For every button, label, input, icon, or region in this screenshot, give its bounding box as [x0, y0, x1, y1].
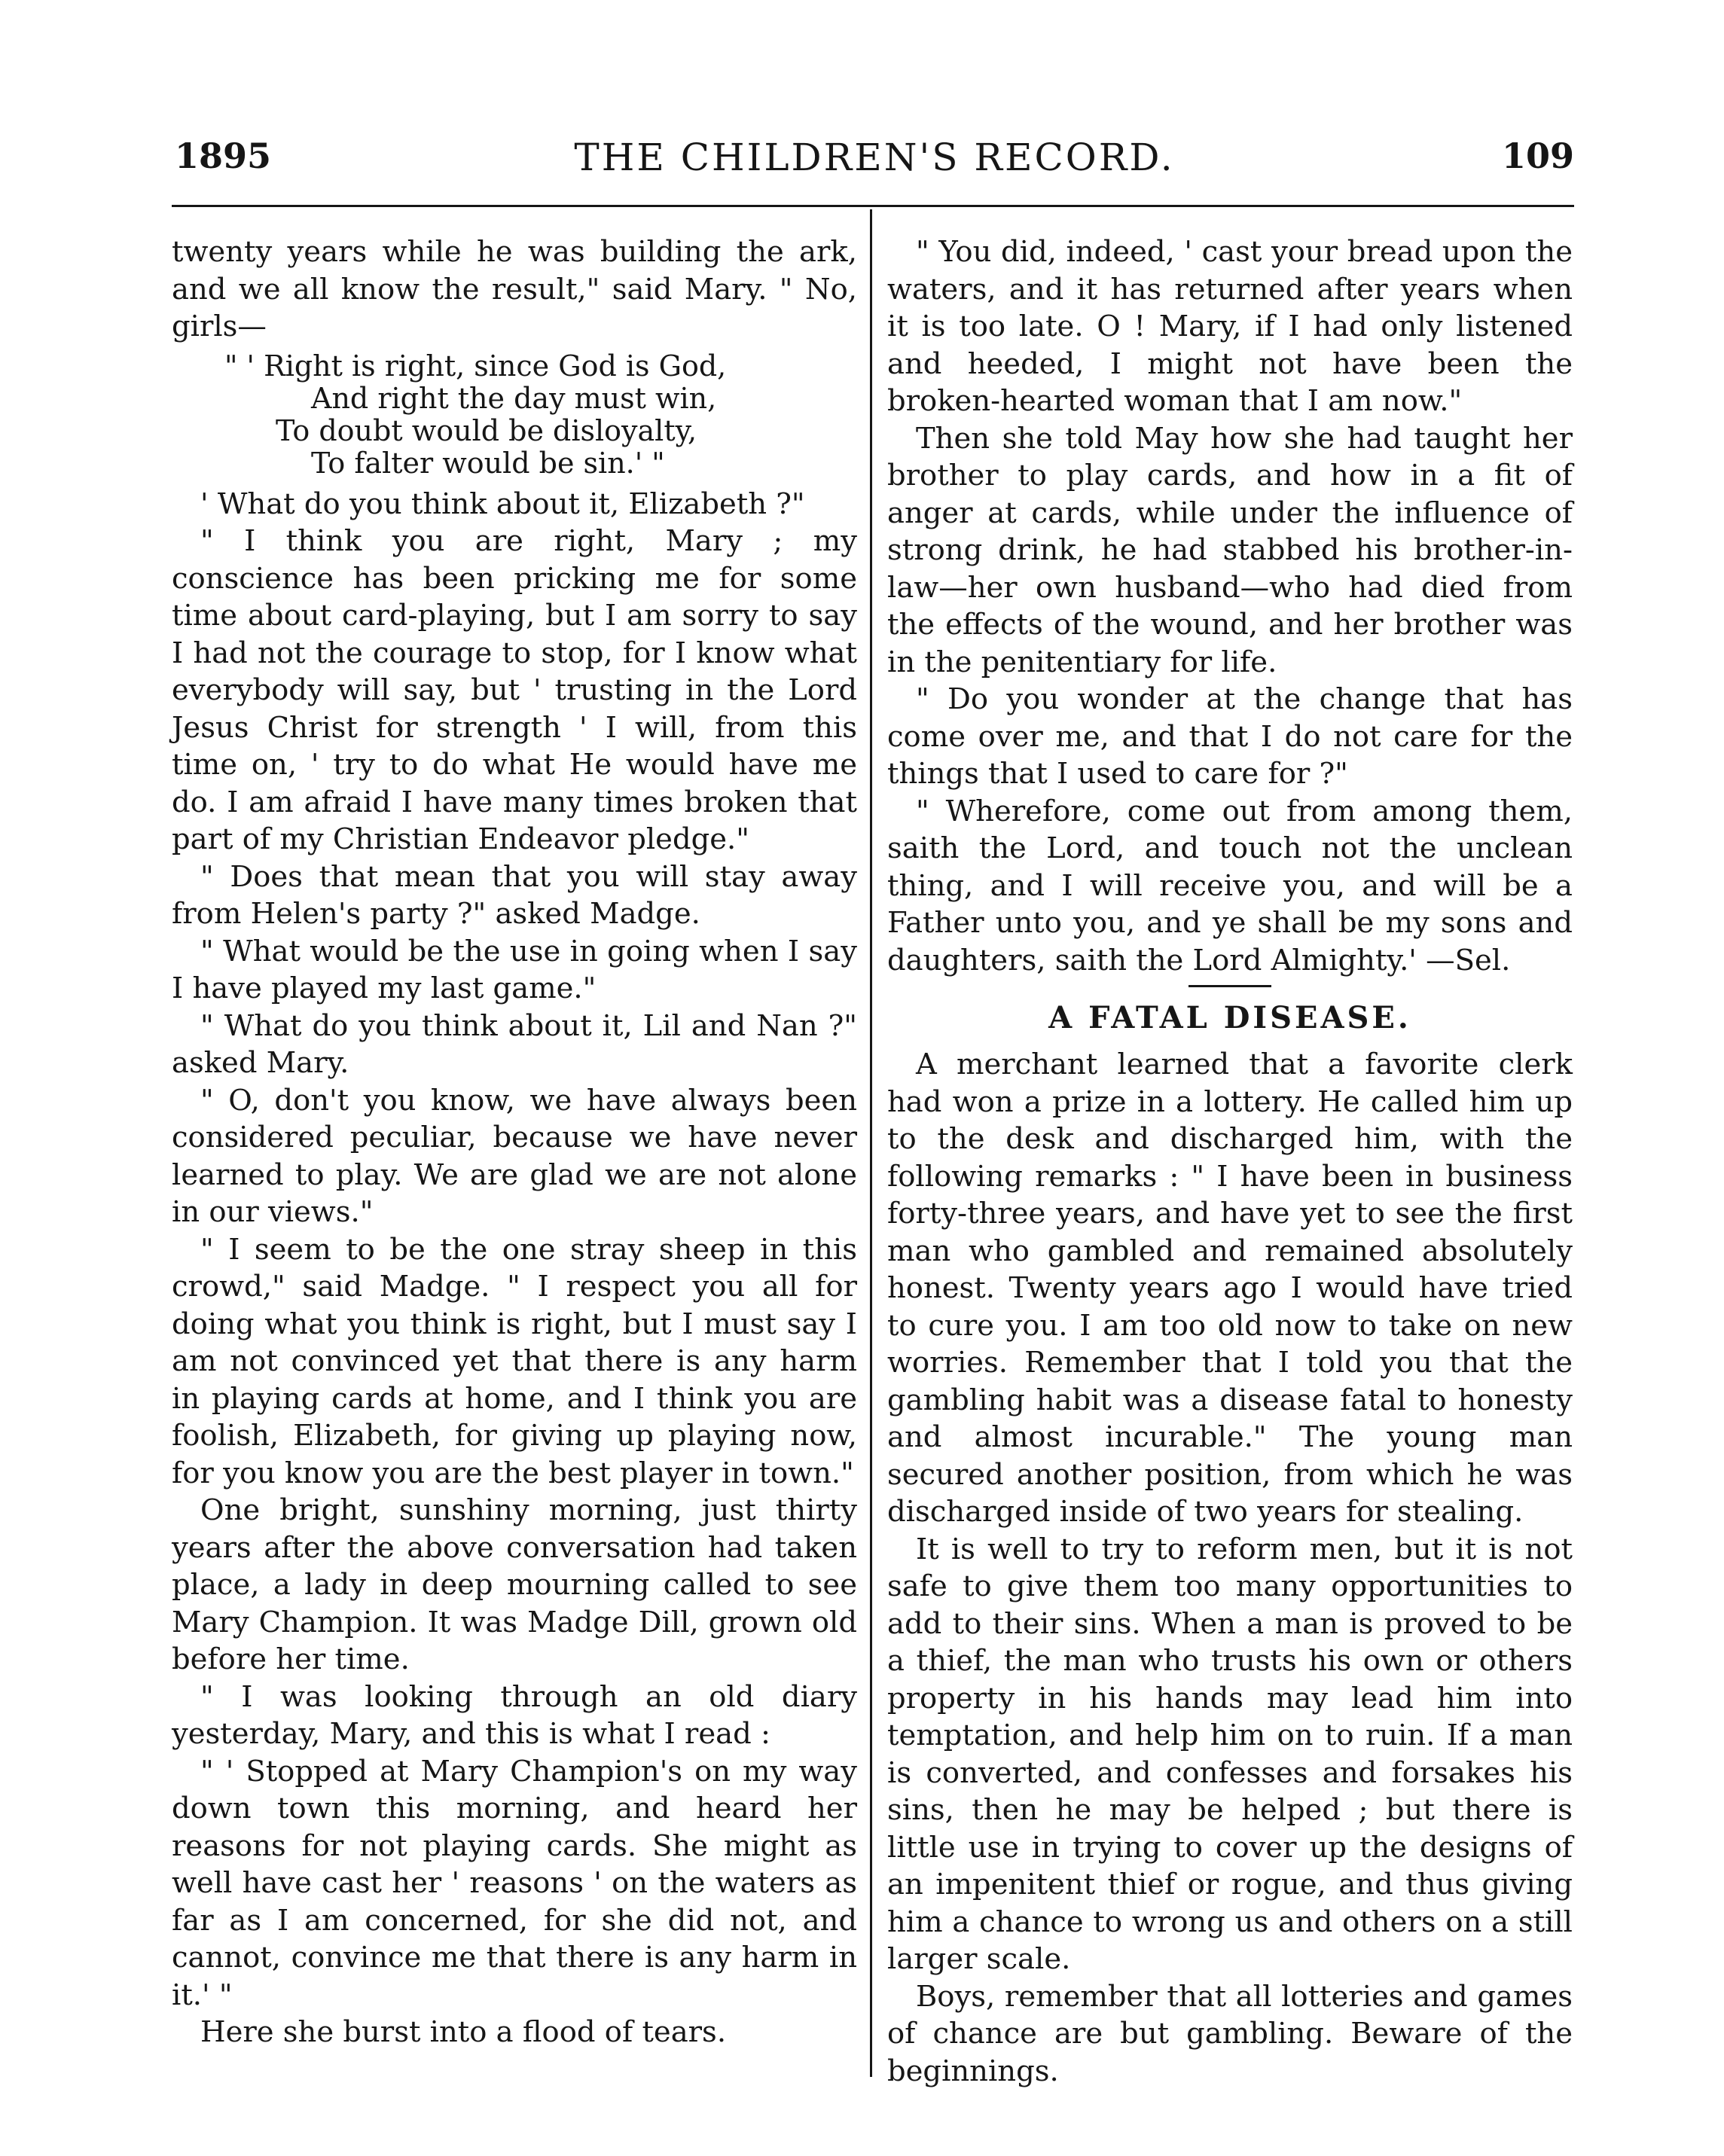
header-year: 1895 — [175, 136, 272, 176]
article-heading: A FATAL DISEASE. — [1048, 1000, 1411, 1035]
paragraph: It is well to try to reform men, but it is not safe to give them too many opportunities to add to their sins. When a man is proved to be a thief, the man who trusts his own or others property in his hands may lead him into temptation, and help him on to ruin. If a man is converted, and confesses and forsakes his sins, then he may be helped ; but there is little use in trying to cover up the designs of an impenitent thief or rogue, and thus giving him a chance to wrong us and others on a still larger scale. — [887, 1532, 1573, 1976]
right-column — [887, 233, 1573, 2090]
paragraph: " Wherefore, come out from among them, saith the Lord, and touch not the unclean thing, and I will receive you, and will be a Father unto you, and ye shall be my sons and daughters, saith the Lord Almighty.' —Sel. — [887, 794, 1573, 977]
poem-line: To doubt would be disloyalty, — [276, 413, 697, 447]
paragraph: " I seem to be the one stray sheep in this crowd," said Madge. " I respect you all for doing what you think is right, but I must say I am not convinced yet that there is any harm in playing cards at home, and I think you are foolish, Elizabeth, for giving up playing now, for you know you are the best player in town." — [172, 1232, 857, 1490]
paragraph: " Do you wonder at the change that has come over me, and that I do not care for the things that I used to care for ?" — [887, 682, 1573, 791]
paragraph: " O, don't you know, we have always been considered peculiar, because we have never learned to play. We are glad we are not alone in our views." — [172, 1083, 857, 1229]
paragraph: " What would be the use in going when I say I have played my last game." — [172, 934, 857, 1005]
paragraph: Then she told May how she had taught her brother to play cards, and how in a fit of anger at cards, while under the influence of strong drink, he had stabbed his brother-in-law—her own husband—who had died from the effects of the wound, and her brother was in the penitentiary for life. — [887, 421, 1573, 679]
header-rule — [172, 205, 1574, 207]
paragraph: A merchant learned that a favorite clerk had won a prize in a lottery. He called him up to the desk and discharged him, with the following remarks : " I have been in business forty-three years, and have yet to see the first man who gambled and remained absolutely honest. Twenty years ago I would have tried to cure you. I am too old now to take on new worries. Remember that I told you that the gambling habit was a disease fatal to honesty and almost incurable." The young man secured another position, from which he was discharged inside of two years for stealing. — [887, 1048, 1573, 1529]
poem-line: And right the day must win, — [311, 381, 717, 415]
paragraph: " You did, indeed, ' cast your bread upon the waters, and it has returned after years when it is too late. O ! Mary, if I had only listened and heeded, I might not have been the broken-hearted woman that I am now." — [887, 235, 1573, 418]
paragraph: Here she burst into a flood of tears. — [200, 2015, 727, 2049]
poem-quote — [172, 350, 857, 480]
left-column — [172, 233, 857, 2051]
poem-line: To falter would be sin.' " — [311, 446, 665, 480]
paragraph: " I was looking through an old diary yesterday, Mary, and this is what I read : — [172, 1679, 857, 1751]
paragraph: One bright, sunshiny morning, just thirty years after the above conversation had taken place, a lady in deep mourning called to see Mary Champion. It was Madge Dill, grown old before her time. — [172, 1493, 857, 1676]
paragraph: " Does that mean that you will stay away from Helen's party ?" asked Madge. — [172, 859, 857, 931]
paragraph: " ' Stopped at Mary Champion's on my way down town this morning, and heard her reasons for not playing cards. She might as well have cast her ' reasons ' on the waters as far as I am concerned, for she did not, and cannot, convince me that there is any harm in it.' " — [172, 1754, 857, 2012]
section-rule — [1188, 985, 1271, 987]
publication-title: THE CHILDREN'S RECORD. — [574, 136, 1175, 179]
paragraph: twenty years while he was building the ark, and we all know the result," said Mary. " No, girls— — [172, 235, 857, 343]
column-divider — [870, 209, 872, 2077]
paragraph: Boys, remember that all lotteries and games of chance are but gambling. Beware of the beginnings. — [887, 1979, 1573, 2088]
paragraph: " I think you are right, Mary ; my conscience has been pricking me for some time about card-playing, but I am sorry to say I had not the courage to stop, for I know what everybody will say, but ' trusting in the Lord Jesus Christ for strength ' I will, from this time on, ' try to do what He would have me do. I am afraid I have many times broken that part of my Christian Endeavor pledge." — [172, 524, 857, 856]
page-header — [175, 136, 1574, 196]
paragraph: " What do you think about it, Lil and Nan ?" asked Mary. — [172, 1008, 857, 1080]
paragraph: ' What do you think about it, Elizabeth ?" — [200, 486, 805, 521]
poem-line: " ' Right is right, since God is God, — [224, 349, 727, 383]
page-number: 109 — [1501, 136, 1574, 176]
